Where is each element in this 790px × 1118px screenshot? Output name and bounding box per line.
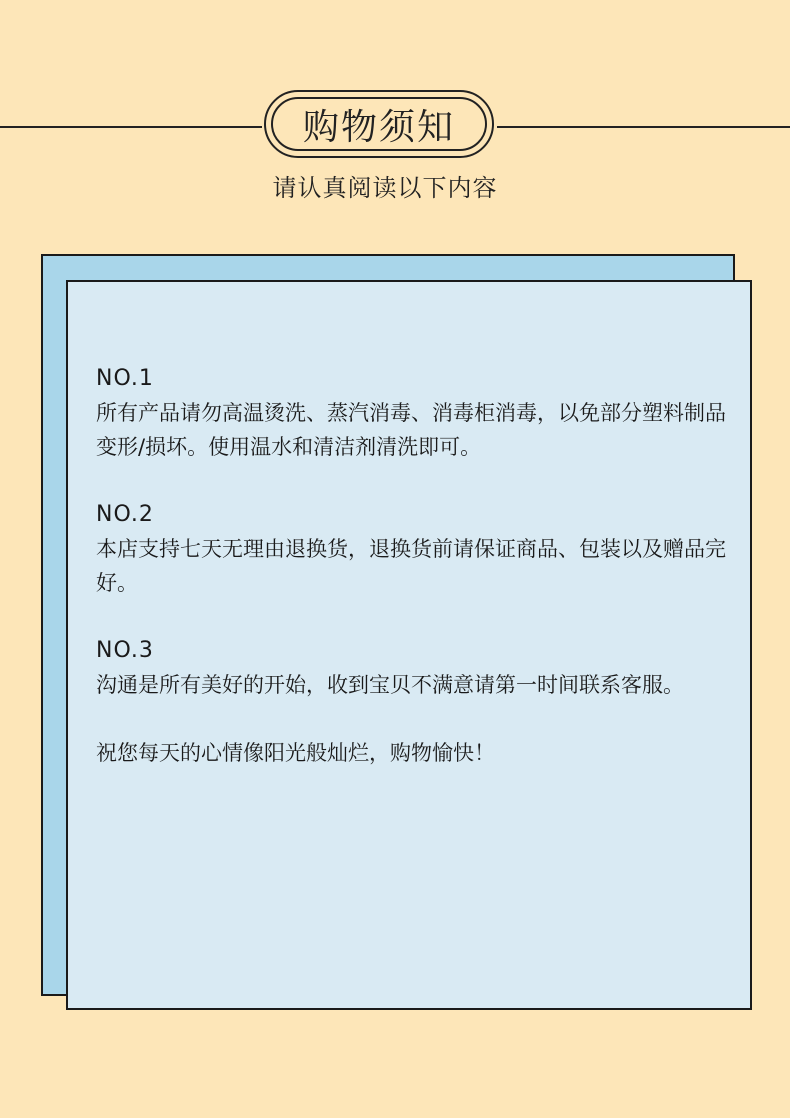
closing-message: 祝您每天的心情像阳光般灿烂，购物愉快！ xyxy=(96,741,495,765)
title-badge xyxy=(264,90,494,158)
note-text: 所有产品请勿高温烫洗、蒸汽消毒、消毒柜消毒，以免部分塑料制品变形/损坏。使用温水和清洁剂清洗即可。 xyxy=(96,401,726,459)
note-number: NO.3 xyxy=(96,638,154,663)
note-number: NO.1 xyxy=(96,366,154,391)
note-item-2 xyxy=(96,498,736,600)
header-divider-left xyxy=(0,126,262,128)
notice-content xyxy=(96,362,736,770)
page-subtitle: 请认真阅读以下内容 xyxy=(272,174,498,202)
note-item-1 xyxy=(96,362,736,464)
note-item-3 xyxy=(96,634,736,702)
note-text: 本店支持七天无理由退换货，退换货前请保证商品、包装以及赠品完好。 xyxy=(96,537,726,595)
note-number: NO.2 xyxy=(96,502,154,527)
note-text: 沟通是所有美好的开始，收到宝贝不满意请第一时间联系客服。 xyxy=(96,673,684,697)
header-divider-right xyxy=(497,126,790,128)
page-title: 购物须知 xyxy=(302,106,455,148)
